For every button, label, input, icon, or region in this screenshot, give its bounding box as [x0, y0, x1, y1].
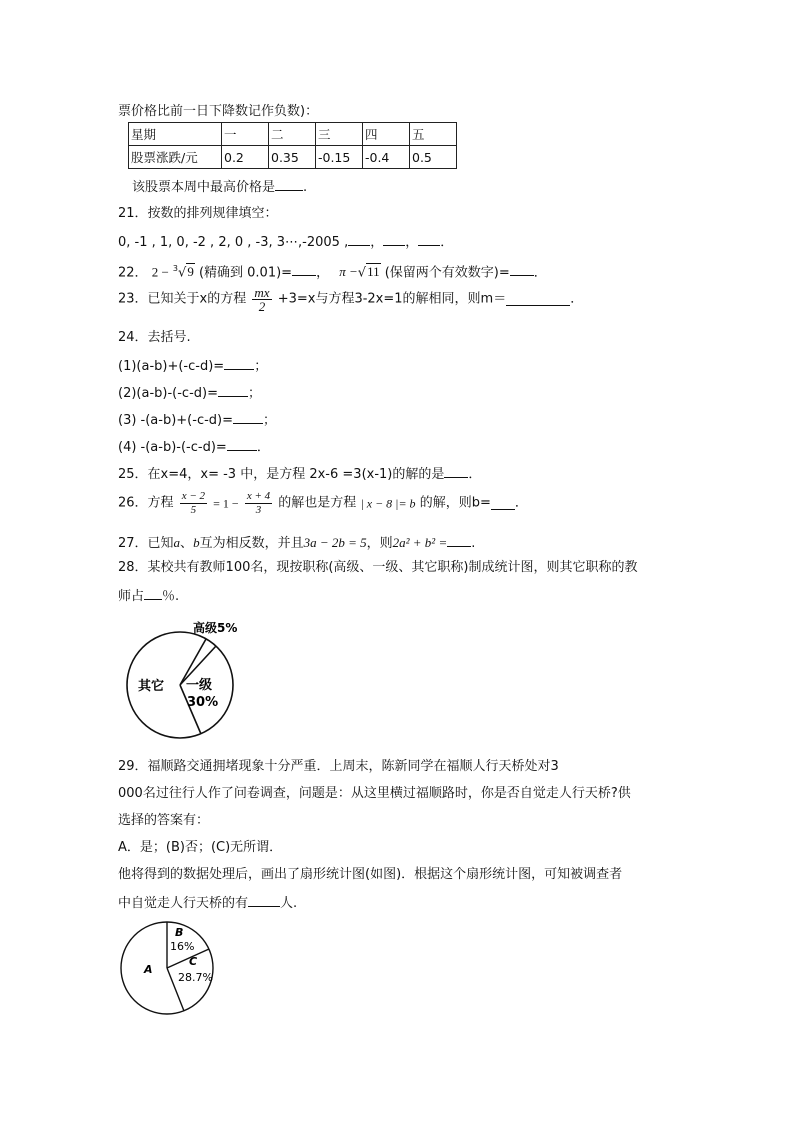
q29-line5: 他将得到的数据处理后，画出了扇形统计图(如图)．根据这个扇形统计图，可知被调查者 — [118, 867, 623, 882]
fraction — [245, 490, 272, 517]
q22-num: 22． — [118, 265, 148, 281]
q27-equation: 3a − 2b = 5 — [303, 535, 367, 550]
answer-blank[interactable] — [248, 894, 280, 907]
pie-label-c-pct: 28.7% — [178, 971, 213, 984]
answer-blank[interactable] — [447, 534, 471, 547]
answer-blank[interactable] — [348, 233, 370, 246]
q21-sequence: 0, -1 , 1, 0, -2 , 2, 0 , -3, 3⋯,-2005 , ， ， ． — [118, 235, 454, 250]
answer-blank[interactable] — [510, 263, 534, 276]
q26-text-a: 26．方程 — [118, 495, 174, 511]
q24-item-4 — [118, 438, 270, 456]
q24-item-2 — [118, 384, 261, 402]
q28-line1: 28．某校共有教师100名，现按职称(高级、一级、其它职称)制成统计图，则其它职称的教 — [118, 560, 638, 575]
radicand: 9 — [187, 264, 194, 280]
q23-text-a: 23．已知关于x的方程 — [118, 291, 247, 307]
pie-label-other: 其它 — [138, 679, 165, 694]
fraction — [252, 286, 271, 313]
table-cell: 五 — [410, 123, 457, 146]
q29-line4: A．是；(B)否；(C)无所谓． — [118, 840, 283, 855]
q26-abs-expr: | x − 8 |= b — [360, 496, 416, 511]
table-cell: 星期 — [129, 123, 222, 146]
q29-text-a: 中自觉走人行天桥的有 — [118, 896, 249, 911]
table-cell: 三 — [316, 123, 363, 146]
pie-chart-teacher-titles — [115, 615, 255, 745]
pie-label-a: A — [144, 963, 153, 976]
fraction — [180, 490, 207, 517]
q28-text-a: 师占 — [118, 589, 145, 604]
pie-label-first: 一级 — [186, 678, 213, 693]
q29-line6 — [118, 894, 297, 912]
answer-blank[interactable] — [418, 233, 440, 246]
q24-expr: (4) -(a-b)-(-c-d)= — [118, 440, 227, 455]
var-b: b — [193, 535, 200, 550]
pie-label-first-pct: 30% — [187, 695, 219, 710]
answer-blank[interactable] — [224, 357, 254, 370]
table-cell: -0.4 — [363, 146, 410, 169]
pie-label-b: B — [175, 926, 184, 939]
numerator: mx — [254, 285, 270, 300]
q26-text-b: 的解也是方程 — [278, 495, 357, 511]
q26-text-c: 的解，则b= — [419, 495, 491, 511]
separator: ． — [256, 440, 270, 455]
denominator: 5 — [190, 504, 197, 516]
radicand: 11 — [367, 264, 380, 280]
answer-blank[interactable] — [275, 178, 303, 191]
denominator: 2 — [258, 299, 266, 314]
q24-expr: (1)(a-b)+(-c-d)= — [118, 359, 225, 374]
q24-expr: (3) -(a-b)+(-c-d)= — [118, 413, 234, 428]
table-row — [129, 123, 457, 146]
answer-blank[interactable] — [491, 497, 515, 510]
q20-intro: 票价格比前一日下降数记作负数)： — [118, 104, 319, 119]
stock-table — [128, 122, 457, 169]
separator: 、 — [180, 536, 194, 551]
answer-blank[interactable] — [444, 465, 468, 478]
table-cell: 二 — [269, 123, 316, 146]
q25-text: 25．在x=4，x= -3 中，是方程 2x-6 =3(x-1)的解的是 — [118, 467, 445, 482]
period: . — [471, 536, 476, 551]
root-index: 3 — [172, 264, 179, 273]
q28-line2 — [118, 587, 179, 605]
q20-question — [132, 178, 307, 196]
q22-expr1: 2 − — [151, 264, 169, 280]
separator: ； — [254, 359, 268, 374]
q26-mid: = 1 − — [213, 496, 239, 511]
answer-blank[interactable] — [383, 233, 405, 246]
pie-label-c: C — [189, 955, 198, 968]
table-cell: 四 — [363, 123, 410, 146]
denominator: 3 — [255, 504, 262, 516]
var-a: a — [173, 535, 181, 550]
separator: ； — [263, 413, 277, 428]
q24-item-3 — [118, 411, 276, 429]
pie-label-b-pct: 16% — [170, 940, 195, 953]
q20-text: 该股票本周中最高价格是 — [132, 180, 276, 195]
q27-question — [118, 534, 475, 552]
answer-blank[interactable] — [506, 293, 570, 306]
period: . — [303, 180, 308, 195]
pie-label-high: 高级5% — [193, 621, 238, 635]
q28-text-b: ％. — [162, 589, 180, 604]
table-cell: -0.15 — [316, 146, 363, 169]
q24-expr: (2)(a-b)-(-c-d)= — [118, 386, 218, 401]
q27-expression: 2a² + b² = — [392, 535, 448, 550]
table-cell: 股票涨跌/元 — [129, 146, 222, 169]
answer-blank[interactable] — [292, 263, 316, 276]
numerator: x + 4 — [246, 490, 271, 502]
q22-expr2: π − — [339, 264, 358, 280]
answer-blank[interactable] — [218, 384, 248, 397]
q22-note1: (精确到 0.01)= — [198, 265, 293, 281]
q23-question: 23．已知关于x的方程 $\frac{mx}{2}$ +3=x与方程3-2x=1的解相同，则m＝ ． — [118, 285, 584, 314]
q24-item-1 — [118, 357, 267, 375]
q27-text-c: ，则 — [366, 536, 393, 551]
q29-line2: 000名过往行人作了问卷调查，问题是：从这里横过福顺路时，你是否自觉走人行天桥?供 — [118, 786, 631, 801]
q26-question: 26．方程 $\frac{x - 2}{5}$ = 1 − $\frac{x + 4}{3}$ 的解也是方程 | x − 8 |= b 的解，则b= ． — [118, 490, 528, 516]
q22-note2: (保留两个有效数字)= — [384, 265, 510, 281]
q21-seq-text: 0, -1 , 1, 0, -2 , 2, 0 , -3, 3⋯,-2005 , — [118, 235, 349, 250]
answer-blank[interactable] — [233, 411, 263, 424]
separator: ； — [247, 386, 261, 401]
q24-stem: 24．去括号. — [118, 330, 191, 345]
q27-text-a: 27．已知 — [118, 536, 174, 551]
table-cell: 0.35 — [269, 146, 316, 169]
q27-text-b: 互为相反数，并且 — [199, 536, 304, 551]
q25-question: 25．在x=4，x= -3 中，是方程 2x-6 =3(x-1)的解的是 ． — [118, 467, 482, 482]
numerator: x − 2 — [181, 490, 205, 502]
q21-stem: 21．按数的排列规律填空： — [118, 206, 278, 221]
table-cell: 0.5 — [410, 146, 457, 169]
table-cell: 一 — [222, 123, 269, 146]
q29-line1: 29．福顺路交通拥堵现象十分严重．上周末，陈新同学在福顺人行天桥处对3 — [118, 759, 559, 774]
q23-text-b: +3=x与方程3-2x=1的解相同，则m＝ — [277, 291, 507, 307]
table-cell: 0.2 — [222, 146, 269, 169]
answer-blank[interactable] — [227, 438, 257, 451]
answer-blank[interactable] — [144, 587, 162, 600]
table-row — [129, 146, 457, 169]
q29-line3: 选择的答案有： — [118, 813, 210, 828]
q29-text-b: 人. — [280, 896, 298, 911]
q22-question: 22． 2 − $^3$√9 (精确到 0.01)= ， π −√11 (保留两个有效数字)= ． — [118, 264, 547, 281]
pie-chart-survey — [115, 915, 225, 1020]
